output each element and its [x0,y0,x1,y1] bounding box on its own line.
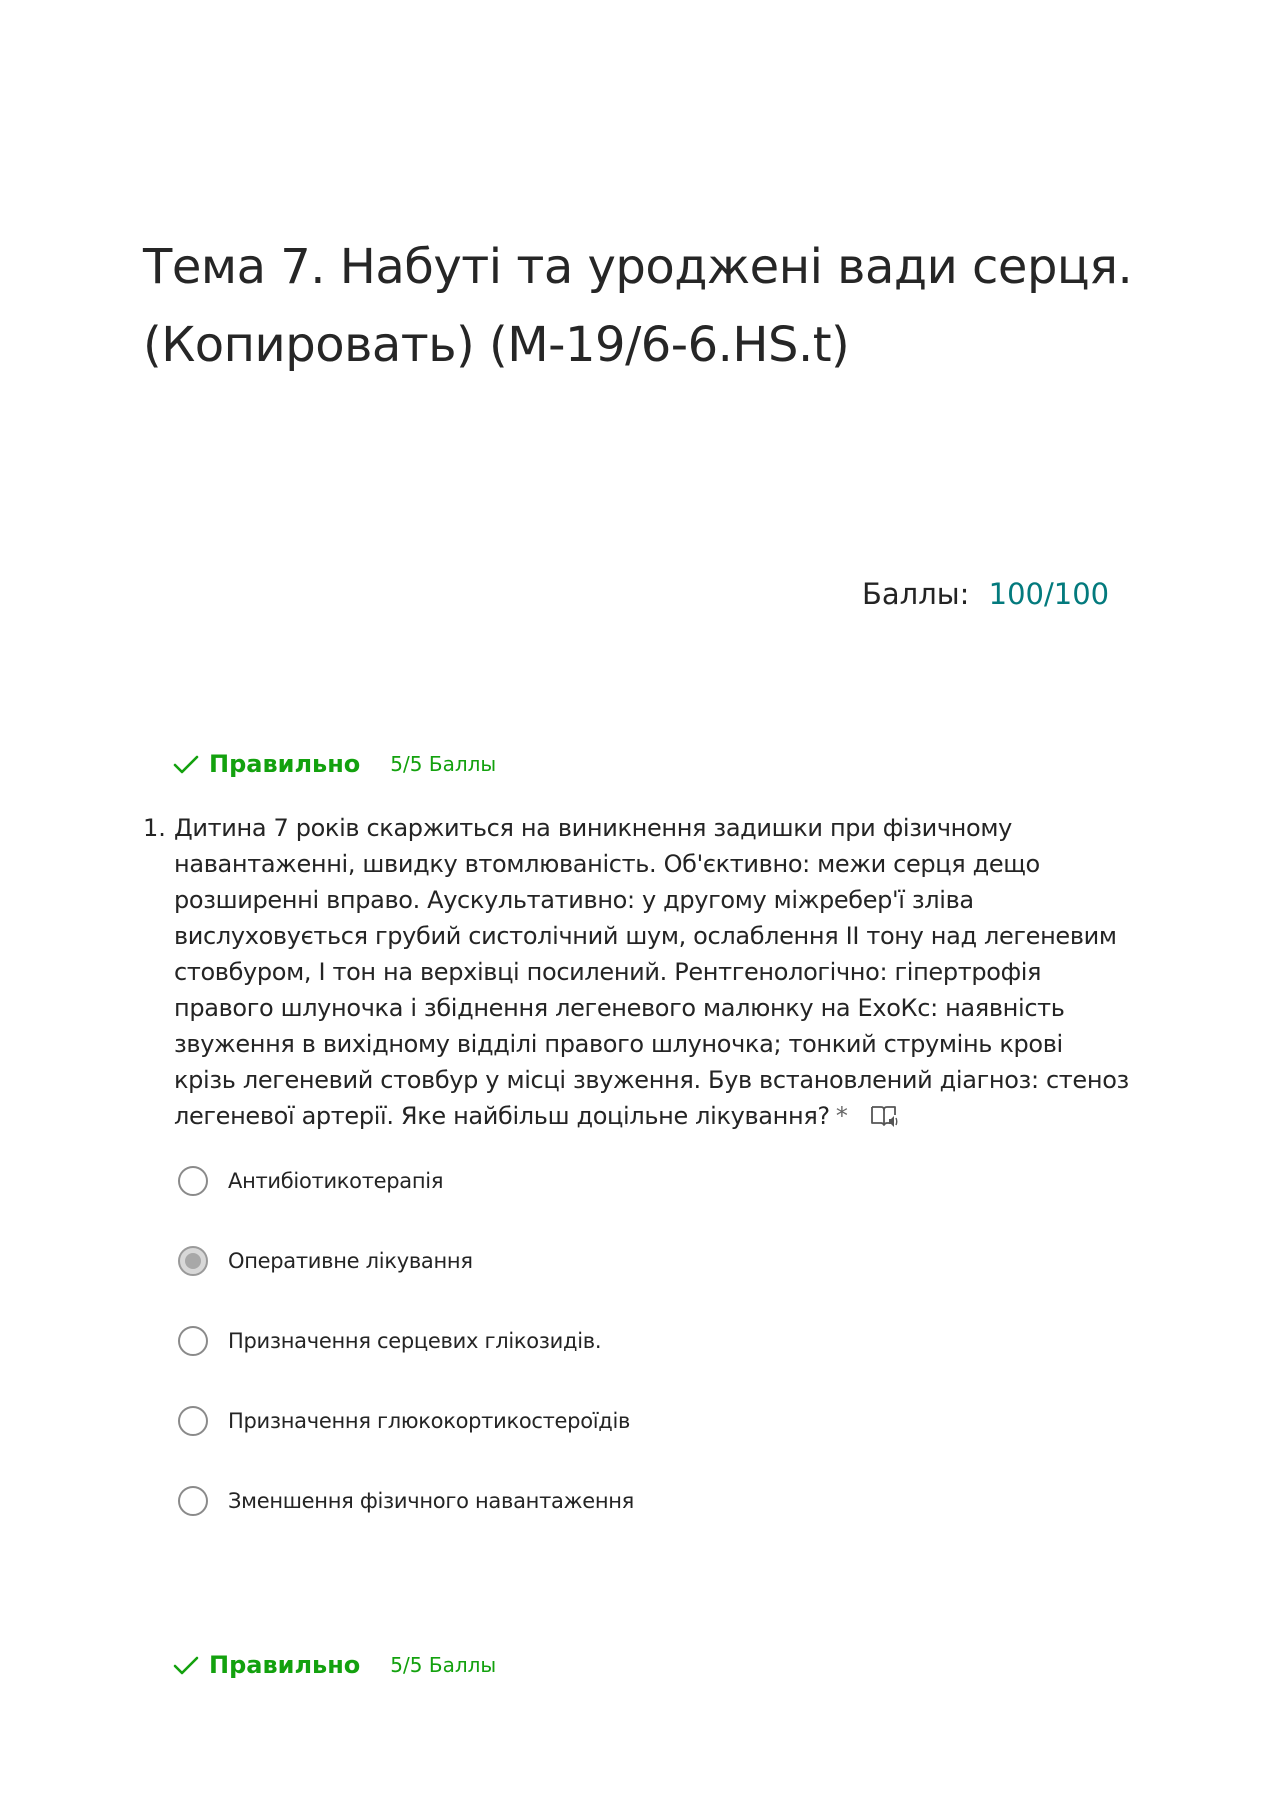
option-2[interactable] [178,1244,978,1324]
page-title [143,228,1223,384]
total-score [862,574,1109,614]
required-mark: * [835,1102,848,1130]
score-value: 100/100 [988,577,1110,611]
radio-button-selected[interactable] [178,1246,208,1276]
question-text: Дитина 7 років скаржиться на виникнення задишки при фізичному навантаженні, швидку втомлюваність. Об'єктивно: межи серця дещо розширенні вправо. Аускультативно: у другому міжребер'ї зліва вислуховується грубий систолічний шум, ослаблення II тону над легеневим стовбуром, I тон на верхівці посилений. Рентгенологічно: гіпертрофія правого шлуночка і збіднення легеневого малюнку на ЕхоКс: наявність звуження в вихідному відділі правого шлуночка; тонкий струмінь крові крізь легеневий стовбур у місці звуження. Був встановлений діагноз: стеноз легеневої артерії. Яке найбільш доцільне лікування? [174,814,1129,1130]
question-number: 1. [143,814,166,842]
option-label: Антибіотикотерапія [228,1169,444,1193]
option-4[interactable] [178,1404,978,1484]
option-label: Призначення серцевих глікозидів. [228,1329,602,1353]
radio-button[interactable] [178,1406,208,1436]
checkmark-icon [171,749,201,779]
title-line-2: (Копировать) (М-19/6-6.HS.t) [143,317,850,373]
radio-button[interactable] [178,1166,208,1196]
result-status: Правильно [209,1651,361,1679]
option-label: Зменшення фізичного навантаження [228,1489,635,1513]
checkmark-icon [171,1650,201,1680]
question-1-result [171,747,496,781]
question-text-block [174,810,1143,1134]
result-points: 5/5 Баллы [390,752,497,776]
result-status: Правильно [209,750,361,778]
radio-button[interactable] [178,1486,208,1516]
radio-button[interactable] [178,1326,208,1356]
option-label: Оперативне лікування [228,1249,473,1273]
answer-options [178,1164,978,1564]
option-5[interactable] [178,1484,978,1564]
result-points: 5/5 Баллы [390,1653,497,1677]
immersive-reader-icon[interactable] [869,1102,899,1130]
score-label: Баллы: [862,577,970,611]
title-line-1: Тема 7. Набуті та уроджені вади серця. [143,239,1133,295]
option-label: Призначення глюкокортикостероїдів [228,1409,631,1433]
question-2-result [171,1648,496,1682]
option-3[interactable] [178,1324,978,1404]
option-1[interactable] [178,1164,978,1244]
question-1 [143,810,1143,1134]
